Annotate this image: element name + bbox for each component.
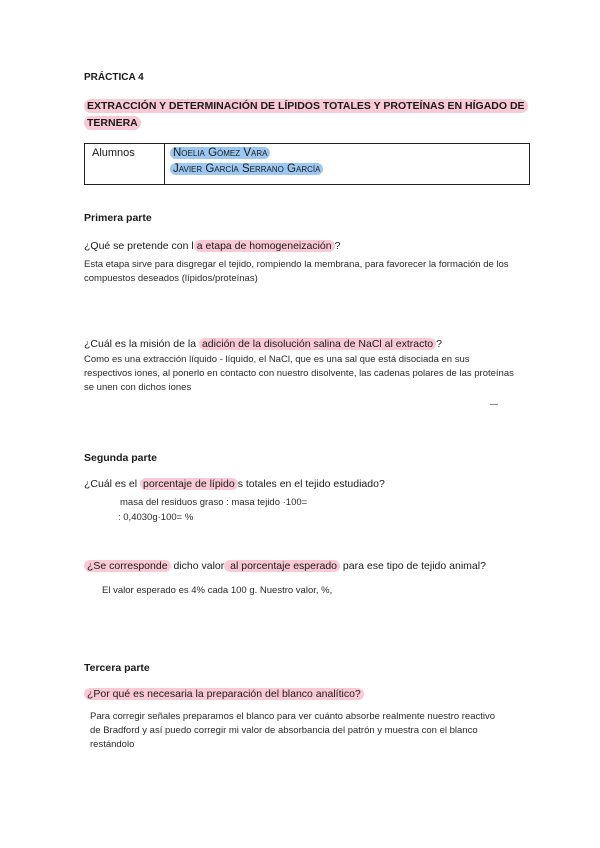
part2-question2 <box>84 558 486 574</box>
student-name-2: Javier García Serrano García <box>170 163 323 175</box>
title-line1: EXTRACCIÓN Y DETERMINACIÓN DE LÍPIDOS TOTALES Y PROTEÍNAS EN HÍGADO DE <box>84 99 528 113</box>
part2-q1-highlight: porcentaje de lípido <box>140 478 238 490</box>
part1-question2 <box>84 336 442 352</box>
part1-q1-highlight: a etapa de homogeneización <box>194 240 335 252</box>
part1-answer1: Esta etapa sirve para disgregar el tejido, rompiendo la membrana, para favorecer la formación de los compuestos deseados (lípidos/proteínas) <box>84 259 509 284</box>
part2-q1-pre: ¿Cuál es el <box>84 478 141 490</box>
title-line2: TERNERA <box>84 116 141 130</box>
part2-answer1-line2: : 0,4030g·100= % <box>118 512 194 523</box>
part2-question1 <box>84 476 385 492</box>
table-bottom-border <box>84 184 530 185</box>
part3-heading: Tercera parte <box>84 662 150 674</box>
table-left-border <box>84 143 85 185</box>
part1-q2-highlight: adición de la disolución salina de NaCl al extracto <box>199 338 436 350</box>
document-title <box>84 98 532 132</box>
part2-q2-mid: dicho valor <box>170 560 225 572</box>
part1-q2-post: ? <box>436 338 442 350</box>
part1-q1-post: ? <box>334 240 341 252</box>
part2-q2-post: para ese tipo de tejido animal? <box>340 560 486 572</box>
part1-question1 <box>84 238 340 254</box>
part3-answer1: Para corregir señales preparamos el blanco para ver cuánto absorbe realmente nuestro reactivo de Bradford y así puedo corregir mi valor de absorbancia del patrón y muestra con el blanco restándolo <box>90 711 496 750</box>
part1-q2-pre: ¿Cuál es la misión de la <box>84 338 199 350</box>
part1-heading: Primera parte <box>84 212 152 224</box>
table-right-border <box>529 143 530 185</box>
part2-q2-highlight1: ¿Se corresponde <box>84 560 171 572</box>
part1-answer2: Como es una extracción líquido - líquido, el NaCl, que es una sal que está disociada en sus respectivos iones, al ponerlo en contacto con nuestro disolvente, las cadenas polares de las proteínas se unen con dichos iones <box>84 354 514 393</box>
student-name-1: Noelia Gómez Vara <box>170 147 270 159</box>
part2-heading: Segunda parte <box>84 452 157 464</box>
table-top-border <box>84 143 530 144</box>
practice-label: PRÁCTICA 4 <box>84 72 144 83</box>
table-column-divider <box>164 143 165 185</box>
part1-q1-pre: ¿Qué se pretende con l <box>84 240 194 252</box>
part3-question1 <box>84 686 364 702</box>
part2-answer1-line1: masa del residuos graso : masa tejido ·100= <box>120 497 308 508</box>
part3-q1-highlight: ¿Por qué es necesaria la preparación del blanco analítico? <box>84 688 364 700</box>
scan-speck <box>490 404 498 405</box>
students-table <box>84 143 530 185</box>
part2-q2-highlight2: al porcentaje esperado <box>224 560 340 572</box>
students-names <box>170 145 323 177</box>
students-label: Alumnos <box>92 147 135 159</box>
part2-answer2: El valor esperado es 4% cada 100 g. Nuestro valor, %, <box>102 585 333 596</box>
part2-q1-post: s totales en el tejido estudiado? <box>237 478 385 490</box>
